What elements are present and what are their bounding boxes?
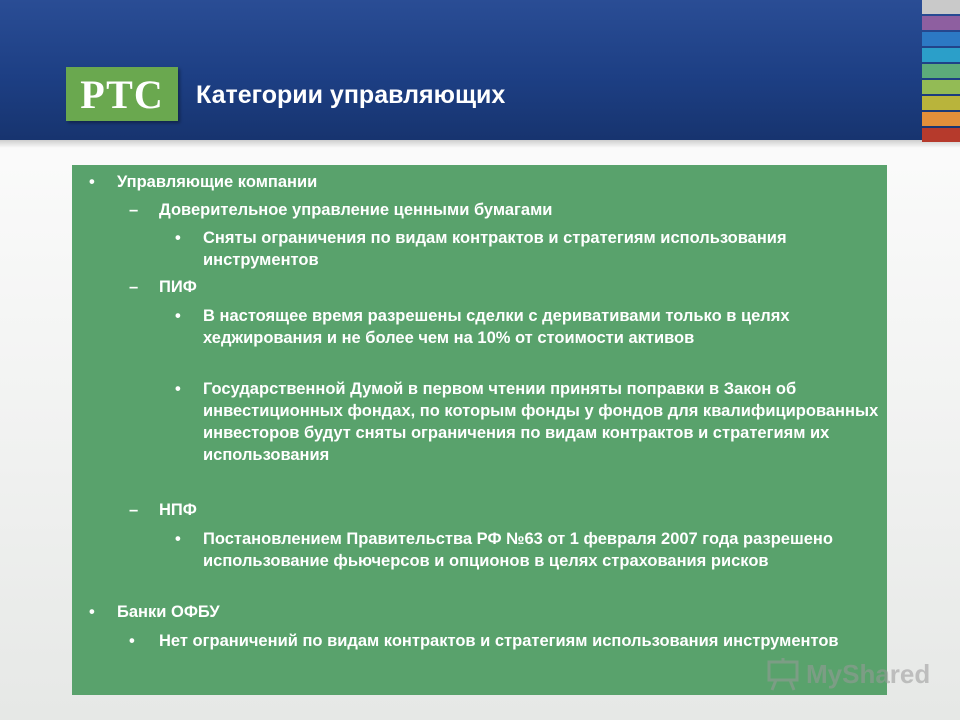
rts-logo: РТС (66, 67, 178, 121)
color-stripe (922, 96, 960, 110)
list-item-text: Сняты ограничения по видам контрактов и стратегиям использования инструментов (203, 229, 787, 269)
color-stripe (922, 48, 960, 62)
color-stripe (922, 80, 960, 94)
list-item (89, 601, 857, 623)
list-item-text: Постановлением Правительства РФ №63 от 1 февраля 2007 года разрешено использование фьючерсов и опционов в целях страхования рисков (203, 530, 833, 570)
color-stripe (922, 16, 960, 30)
color-stripe (922, 112, 960, 126)
slide-header (0, 0, 960, 140)
myshared-watermark (766, 654, 930, 694)
list-item (129, 199, 859, 221)
list-item (129, 630, 859, 652)
color-stripes-decoration (922, 0, 960, 142)
color-stripe (922, 0, 960, 14)
list-item (175, 528, 883, 572)
list-item-text: Государственной Думой в первом чтении приняты поправки в Закон об инвестиционных фондах, по которым фонды у фондов для квалифицированных инвесторов будут сняты ограничения по видам контрактов и стратегиям их использования (203, 380, 879, 464)
header-shadow (0, 140, 960, 148)
list-marker: • (89, 603, 95, 621)
list-item-text: В настоящее время разрешены сделки с деривативами только в целях хеджирования и не более чем на 10% от стоимости активов (203, 307, 790, 347)
list-item (129, 499, 859, 521)
color-stripe (922, 128, 960, 142)
list-item (175, 305, 883, 349)
list-marker: – (129, 278, 139, 296)
list-item (175, 227, 883, 271)
list-item-text: Управляющие компании (117, 173, 318, 191)
list-item (89, 171, 857, 193)
list-item-text: НПФ (159, 501, 197, 519)
list-item-text: Доверительное управление ценными бумагами (159, 201, 553, 219)
list-item (175, 378, 883, 466)
list-marker: • (175, 307, 181, 325)
list-marker: • (175, 380, 181, 398)
presentation-icon (766, 657, 800, 691)
color-stripe (922, 64, 960, 78)
list-marker: – (129, 201, 139, 219)
slide-title: Категории управляющих (196, 81, 506, 109)
list-item-text: Банки ОФБУ (117, 603, 220, 621)
list-item-text: Нет ограничений по видам контрактов и стратегиям использования инструментов (159, 632, 839, 650)
list-marker: • (89, 173, 95, 191)
list-item-text: ПИФ (159, 278, 197, 296)
list-marker: • (175, 229, 181, 247)
list-marker: – (129, 501, 139, 519)
list-item (129, 276, 859, 298)
list-marker: • (175, 530, 181, 548)
list-marker: • (129, 632, 135, 650)
color-stripe (922, 32, 960, 46)
content-panel (72, 165, 887, 695)
watermark-text: MyShared (806, 658, 931, 689)
